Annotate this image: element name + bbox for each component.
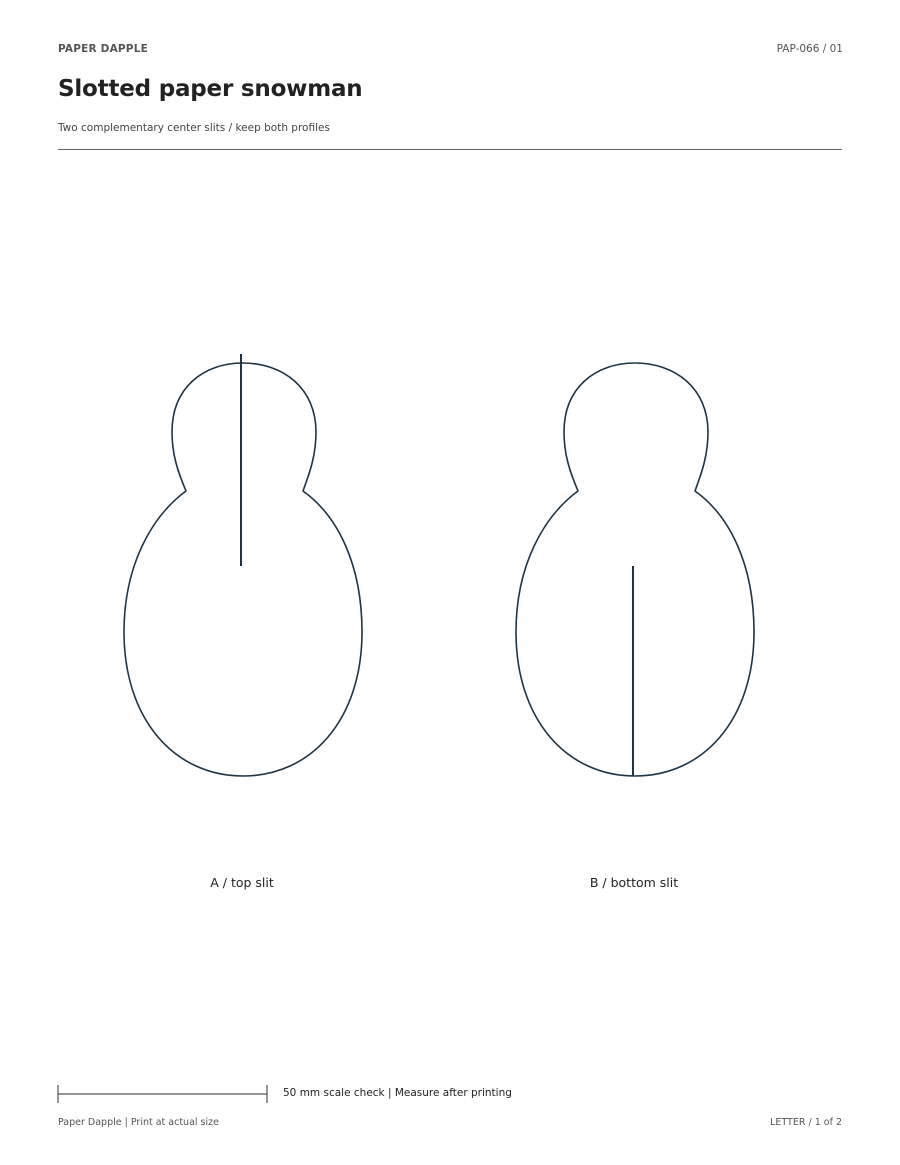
piece-a-shape	[124, 354, 362, 776]
piece-b-label: B / bottom slit	[589, 875, 679, 890]
scale-check-text: 50 mm scale check | Measure after printing	[283, 1087, 512, 1099]
piece-a-label: A / top slit	[210, 875, 274, 890]
piece-b-outline	[516, 363, 754, 776]
document-code: PAP-066 / 01	[776, 43, 843, 55]
piece-a-outline	[124, 363, 362, 776]
footer-page-info: LETTER / 1 of 2	[770, 1117, 842, 1128]
page-subtitle: Two complementary center slits / keep both profiles	[58, 122, 330, 134]
page-title: Slotted paper snowman	[58, 76, 363, 102]
scale-bar	[58, 1085, 267, 1103]
footer-left-text: Paper Dapple | Print at actual size	[58, 1117, 219, 1128]
brand-name: PAPER DAPPLE	[58, 43, 148, 55]
piece-b-shape	[516, 363, 754, 776]
